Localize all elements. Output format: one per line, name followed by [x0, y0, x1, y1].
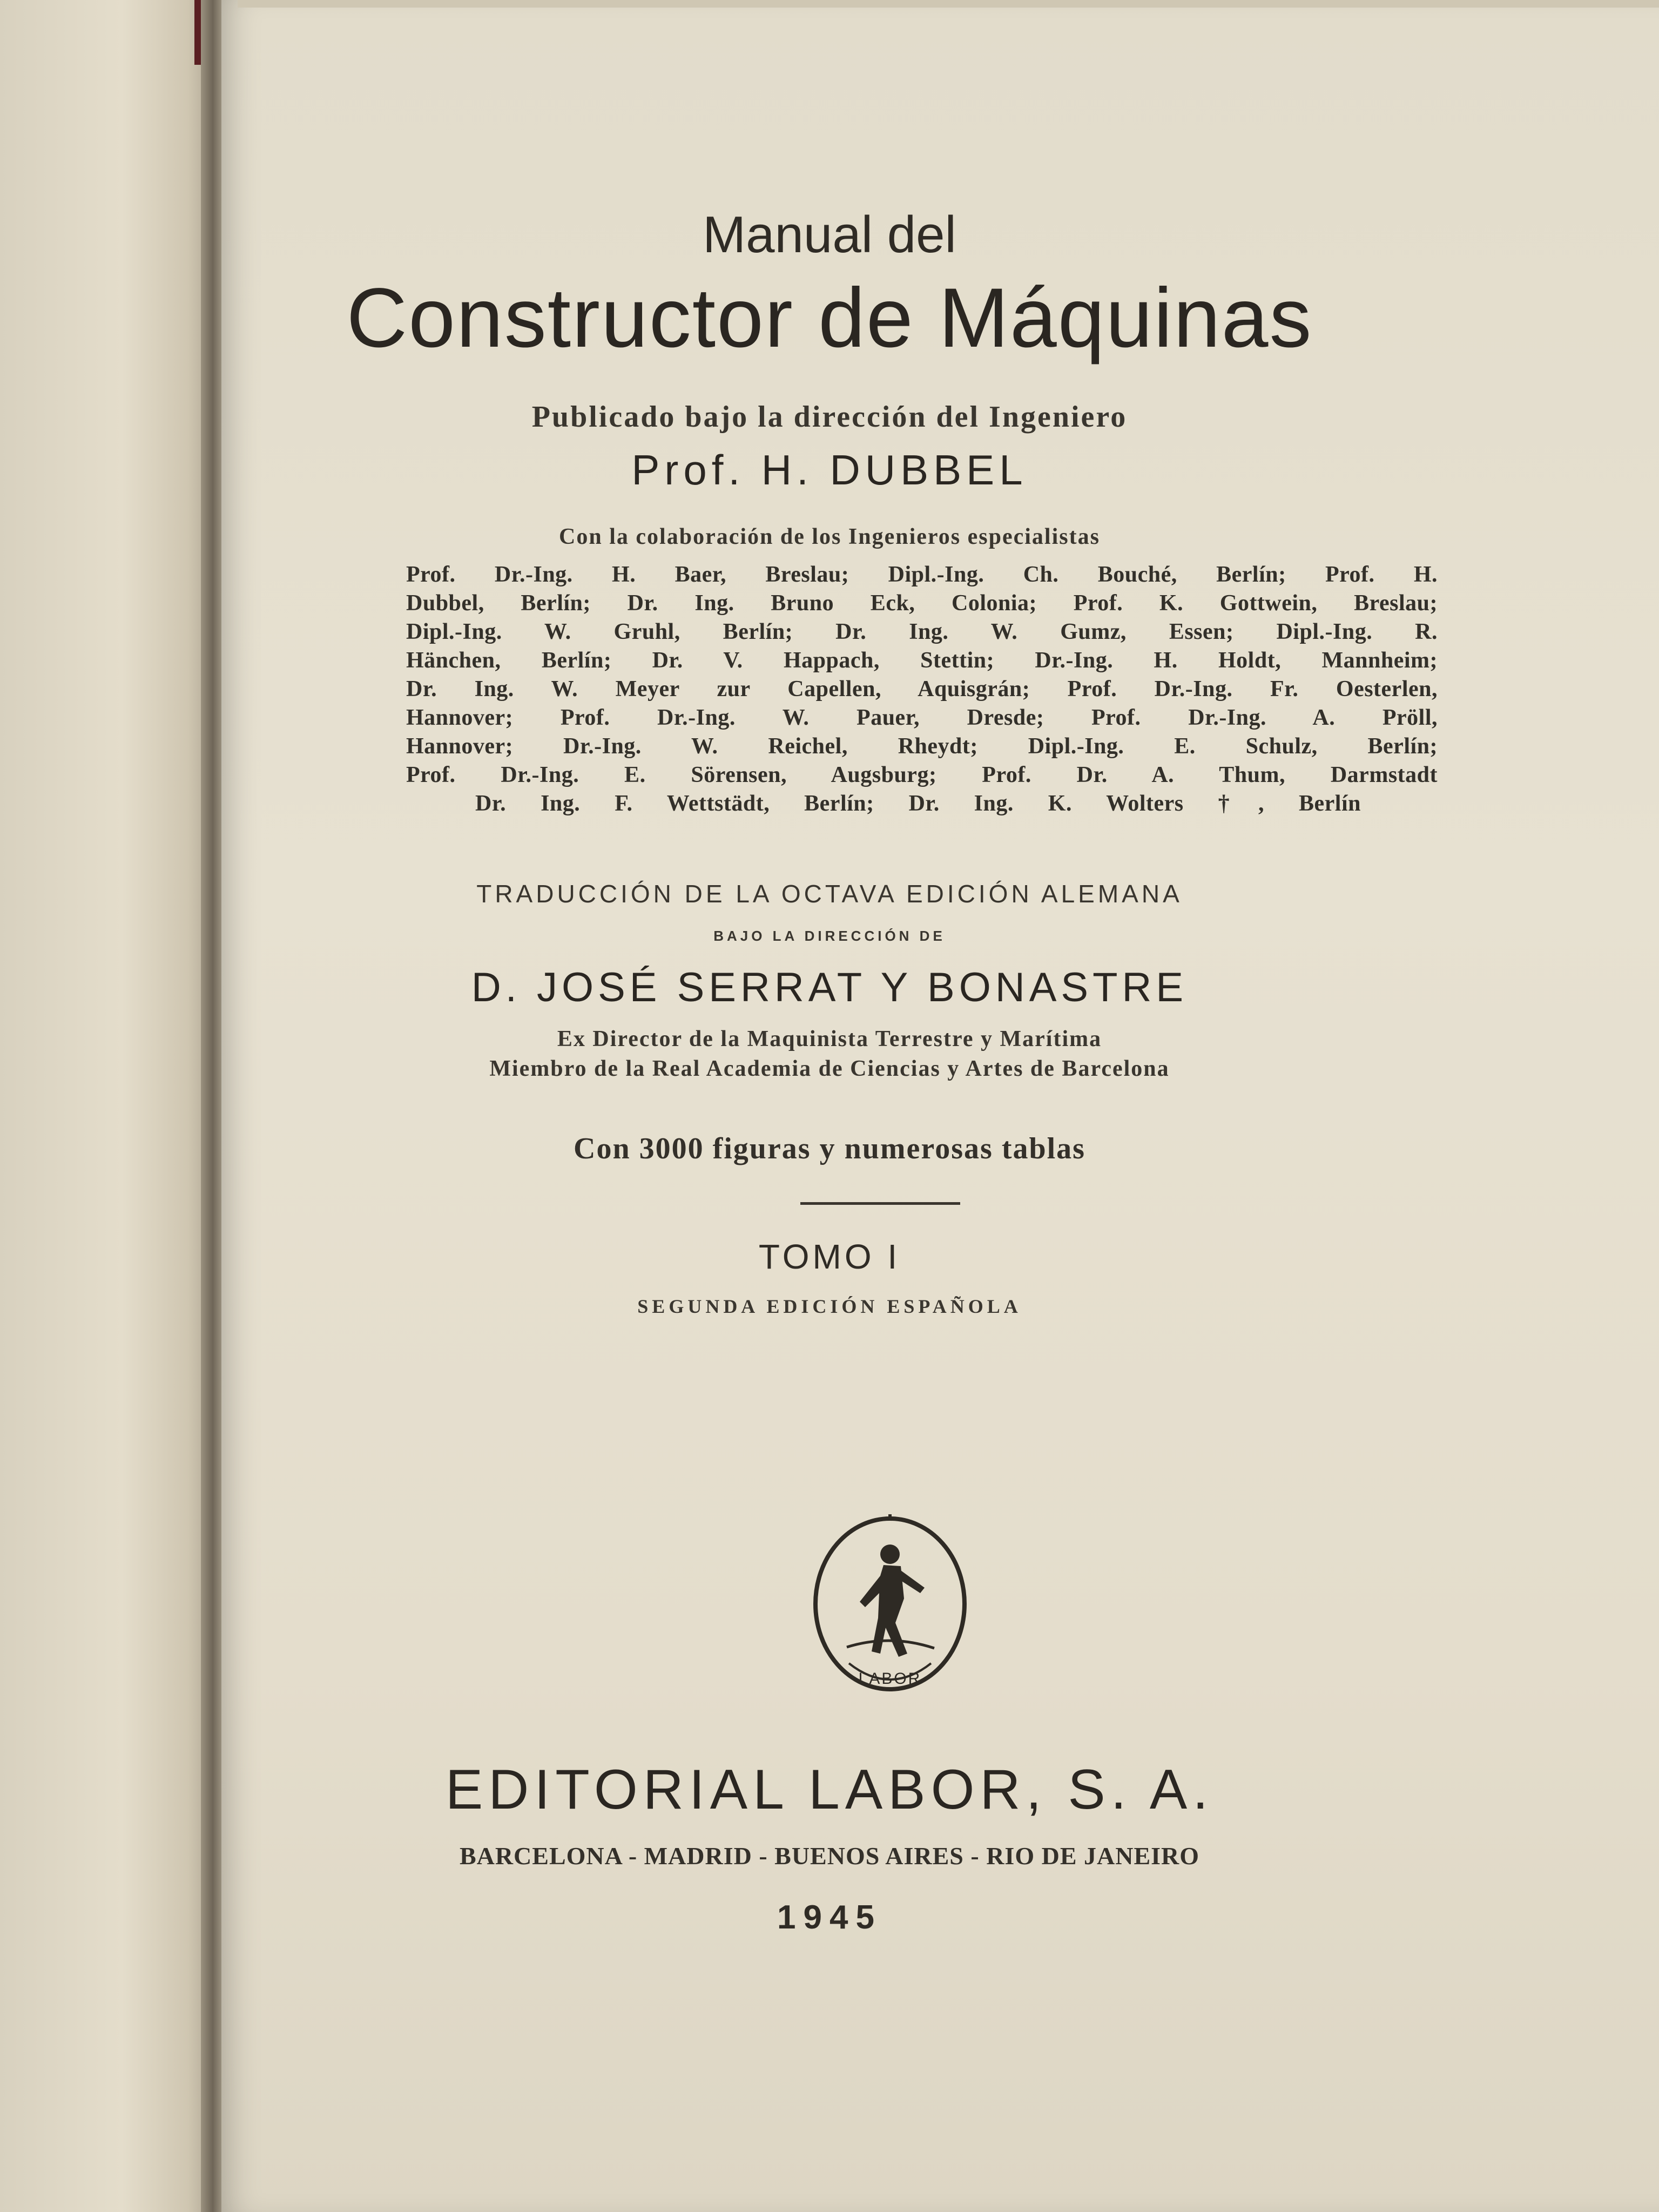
contributor-line: Hannover; Prof. Dr.-Ing. W. Pauer, Dresde; Prof. Dr.-Ing. A. Pröll, — [406, 705, 1438, 730]
publication-year: 1945 — [777, 1899, 882, 1936]
contributor-line: Dubbel, Berlín; Dr. Ing. Bruno Eck, Colonia; Prof. K. Gottwein, Breslau; — [406, 591, 1438, 616]
publisher-name: EDITORIAL LABOR, S. A. — [445, 1758, 1214, 1821]
contributor-line: Dr. Ing. F. Wettstädt, Berlín; Dr. Ing. K. Wolters †, Berlín — [475, 791, 1361, 816]
contributor-line: Prof. Dr.-Ing. E. Sörensen, Augsburg; Prof. Dr. A. Thum, Darmstadt — [406, 763, 1438, 787]
title-main: Constructor de Máquinas — [346, 271, 1313, 365]
translation-note: TRADUCCIÓN DE LA OCTAVA EDICIÓN ALEMANA — [476, 880, 1183, 908]
editor-name: Prof. H. DUBBEL — [631, 446, 1028, 494]
divider-rule — [800, 1202, 960, 1205]
contributor-line: Prof. Dr.-Ing. H. Baer, Breslau; Dipl.-Ing. Ch. Bouché, Berlín; Prof. H. — [406, 562, 1438, 587]
volume-label: TOMO I — [758, 1237, 901, 1276]
figures-note: Con 3000 figuras y numerosas tablas — [574, 1132, 1085, 1165]
contributor-line: Hänchen, Berlín; Dr. V. Happach, Stettin; Dr.-Ing. H. Holdt, Mannheim; — [406, 648, 1438, 673]
translator-membership: Miembro de la Real Academia de Ciencias y Artes de Barcelona — [489, 1056, 1170, 1081]
logo-label: LABOR — [858, 1670, 922, 1688]
publisher-cities: BARCELONA - MADRID - BUENOS AIRES - RIO DE JANEIRO — [459, 1842, 1200, 1870]
title-top: Manual del — [703, 206, 956, 264]
collaboration-heading: Con la colaboración de los Ingenieros especialistas — [559, 524, 1100, 549]
contributor-line: Dipl.-Ing. W. Gruhl, Berlín; Dr. Ing. W. Gumz, Essen; Dipl.-Ing. R. — [406, 619, 1438, 644]
edition-label: SEGUNDA EDICIÓN ESPAÑOLA — [637, 1296, 1022, 1317]
translator-role: Ex Director de la Maquinista Terrestre y Marítima — [557, 1027, 1102, 1051]
under-direction: BAJO LA DIRECCIÓN DE — [713, 928, 946, 944]
contributor-line: Hannover; Dr.-Ing. W. Reichel, Rheydt; Dipl.-Ing. E. Schulz, Berlín; — [406, 734, 1438, 759]
translator-name: D. JOSÉ SERRAT Y BONASTRE — [471, 965, 1188, 1010]
contributor-line: Dr. Ing. W. Meyer zur Capellen, Aquisgrán; Prof. Dr.-Ing. Fr. Oesterlen, — [406, 677, 1438, 702]
published-under: Publicado bajo la dirección del Ingeniero — [531, 400, 1128, 434]
